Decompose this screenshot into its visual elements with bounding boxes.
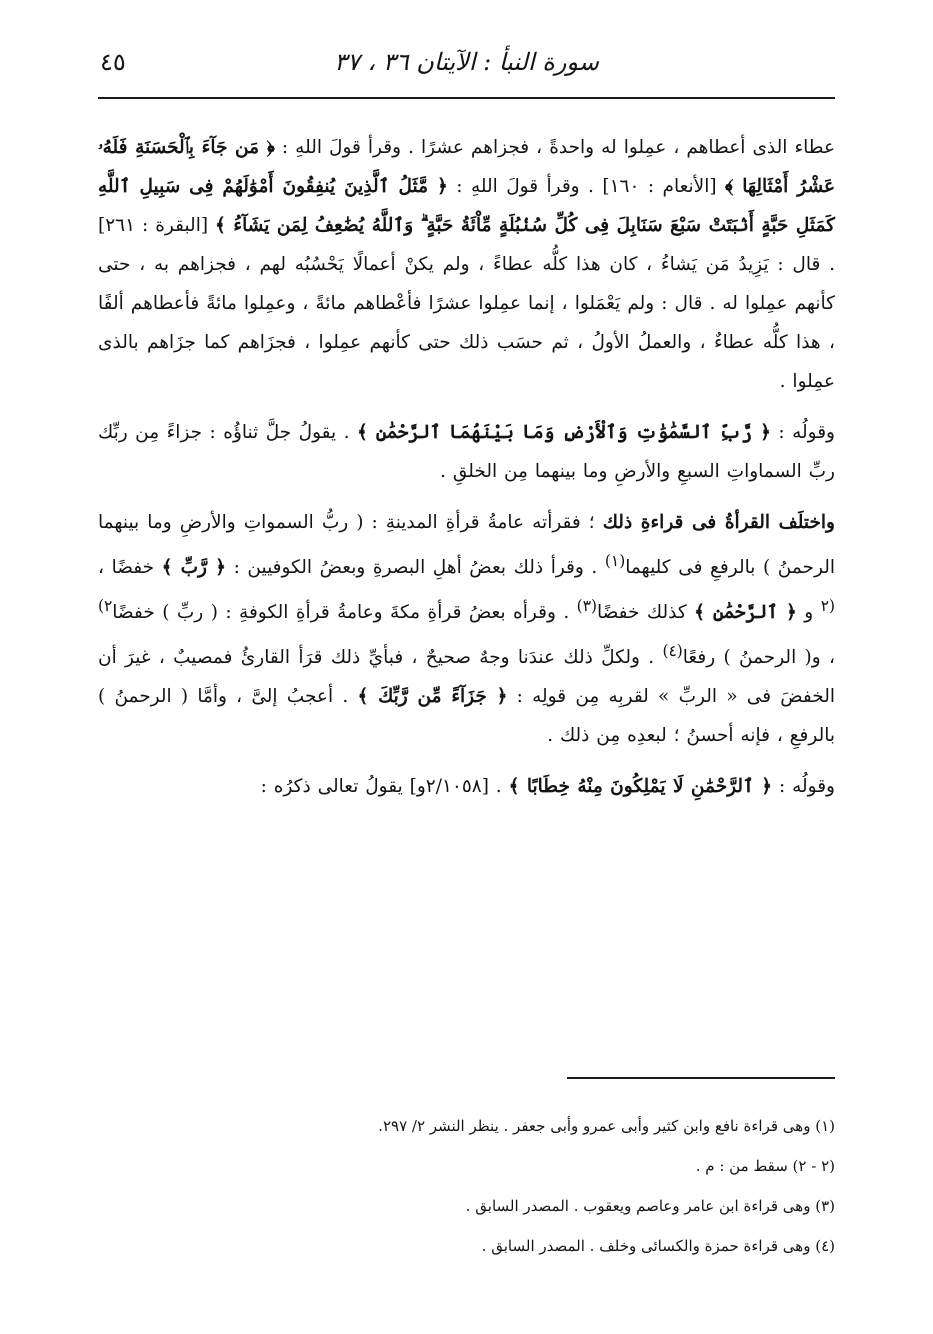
footnote-marker: (١) xyxy=(604,552,626,570)
footnote-marker: (٣) xyxy=(576,597,597,616)
footnote-marker: (٢ xyxy=(820,597,835,616)
footnote-divider xyxy=(567,1077,835,1079)
paragraph xyxy=(98,503,835,755)
paragraph-text: خفضًا ، xyxy=(98,557,162,579)
paragraph-text: . ولكلِّ ذلك عندَنا وجهٌ صحيحٌ ، فبأيِّ ذلك قرَأ القارئُ فمصيبٌ ، غيرَ أن الخفضَ فى « الربِّ » لقربِه مِن قولِه : xyxy=(98,647,836,708)
footnote: (٤) وهى قراءة حمزة والكسائى وخلف . المصدر السابق . xyxy=(481,1237,835,1255)
paragraph-text: و xyxy=(796,602,821,624)
quran-quote: ﴿ ٱلرَّحْمَٰنِ لَا يَمْلِكُونَ مِنْهُ خِطَابًا ﴾ xyxy=(508,776,773,798)
footnote-marker: (٤) xyxy=(662,642,683,661)
quran-quote: ﴿ رَّبِّ ﴾ xyxy=(161,557,226,579)
quran-quote: ﴿ ٱلرَّحْمَٰنِ ﴾ xyxy=(694,602,797,624)
paragraph-text: . يقولُ جلَّ ثناؤُه : جزاءً مِن ربِّك ربِّ السماواتِ السبعِ والأرضِ وما بينهما مِن الخلقِ . xyxy=(98,422,835,482)
footnote-marker: ٢) xyxy=(98,597,113,616)
main-text xyxy=(98,128,835,806)
paragraph-text: . وقرأ ذلك بعضُ أهلِ البصرةِ وبعضُ الكوفيين : xyxy=(225,557,605,579)
quran-quote: ﴿ جَزَآءً مِّن رَّبِّكَ ﴾ xyxy=(357,686,508,708)
verse-reference: [الأنعام : ١٦٠] . وقرأ قولَ اللهِ : xyxy=(447,176,725,197)
paragraph-text: [البقرة : ٢٦١] . قال : يَزِيدُ مَن يَشاءُ ، كان هذا كلُّه عطاءً ، ولم يكنْ أعمالًا يَحْسُبُه لهم ، فجزاهم به ، حتى كأنهم عمِلوا له . قال : ولم يَعْمَلوا ، إنما عمِلوا عشرًا فأعْطاهم مائةً ، وعمِلوا مائةً فأعطاهم ألفًا ، هذا كلُّه عطاءٌ ، والعملُ الأولُ ، ثم حسَب ذلك حتى كأنهم عمِلوا ، فجزَاهم كما جزَاهم بالذى عمِلوا . xyxy=(98,215,835,392)
paragraph-lead: واختلَف القرأةُ فى قراءةِ ذلك xyxy=(602,512,835,533)
paragraph-text: وقولُه : xyxy=(772,776,835,798)
quran-quote: ﴿ رَّبِّ ٱلسَّمَٰوَٰتِ وَٱلْأَرْضِ وَمَا بَيْنَهُمَا ٱلرَّحْمَٰنِ ﴾ xyxy=(356,422,771,443)
page-header xyxy=(98,44,835,92)
paragraph xyxy=(98,767,835,806)
footnote: (٣) وهى قراءة ابن عامر وعاصم ويعقوب . المصدر السابق . xyxy=(465,1197,835,1215)
paragraph xyxy=(98,128,835,401)
paragraph-text: عطاء الذى أعطاهم ، عمِلوا له واحدةً ، فجزاهم عشرًا . وقرأ قولَ اللهِ : xyxy=(274,137,836,158)
paragraph-text: ؛ فقرأته عامةُ قرأةِ المدينةِ : ( ربُّ السمواتِ والأرضِ وما بينهما الرحمنُ ) بالرفعِ فى كليهما xyxy=(98,512,835,579)
paragraph-text: . [٢/١٠٥٨و] يقولُ تعالى ذكرُه : xyxy=(260,776,509,798)
paragraph xyxy=(98,413,835,491)
quran-quote: ﴿ مَن جَآءَ بِٱلْحَسَنَةِ فَلَهُۥ عَشْرُ أَمْثَالِهَا ﴾ xyxy=(98,137,836,197)
page-number: ٤٥ xyxy=(100,48,126,76)
footnote: (١) وهى قراءة نافع وابن كثير وأبى عمرو وأبى جعفر . ينظر النشر ٢/ ٢٩٧. xyxy=(378,1117,835,1135)
paragraph-text: . وقرأه بعضُ قرأةِ مكةَ وعامةُ قرأةِ الكوفةِ : ( ربِّ ) خفضًا xyxy=(112,602,577,624)
footnotes xyxy=(98,1106,835,1266)
paragraph-text: كذلك خفضًا xyxy=(596,602,695,624)
paragraph-text: وقولُه : xyxy=(770,422,835,443)
paragraph-text: . أعجبُ إلىَّ ، وأمَّا ( الرحمنُ ) بالرفعِ ، فإنه أحسنُ ؛ لبعدِه مِن ذلك . xyxy=(98,686,835,747)
quran-quote: ﴿ مَّثَلُ ٱلَّذِينَ يُنفِقُونَ أَمْوَٰلَهُمْ فِى سَبِيلِ ٱللَّهِ كَمَثَلِ حَبَّةٍ أَنۢبَتَتْ سَبْعَ سَنَابِلَ فِى كُلِّ سُنۢبُلَةٍ مِّاْئَةُ حَبَّةٍ ۗ وَٱللَّهُ يُضَٰعِفُ لِمَن يَشَآءُ ﴾ xyxy=(98,176,835,236)
footnote: (٢ - ٢) سقط من : م . xyxy=(695,1157,835,1175)
running-title: سورة النبأ : الآيتان ٣٦ ، ٣٧ xyxy=(334,48,599,76)
header-divider xyxy=(98,97,835,99)
paragraph-text: ، و( الرحمنُ ) رفعًا xyxy=(682,647,835,669)
